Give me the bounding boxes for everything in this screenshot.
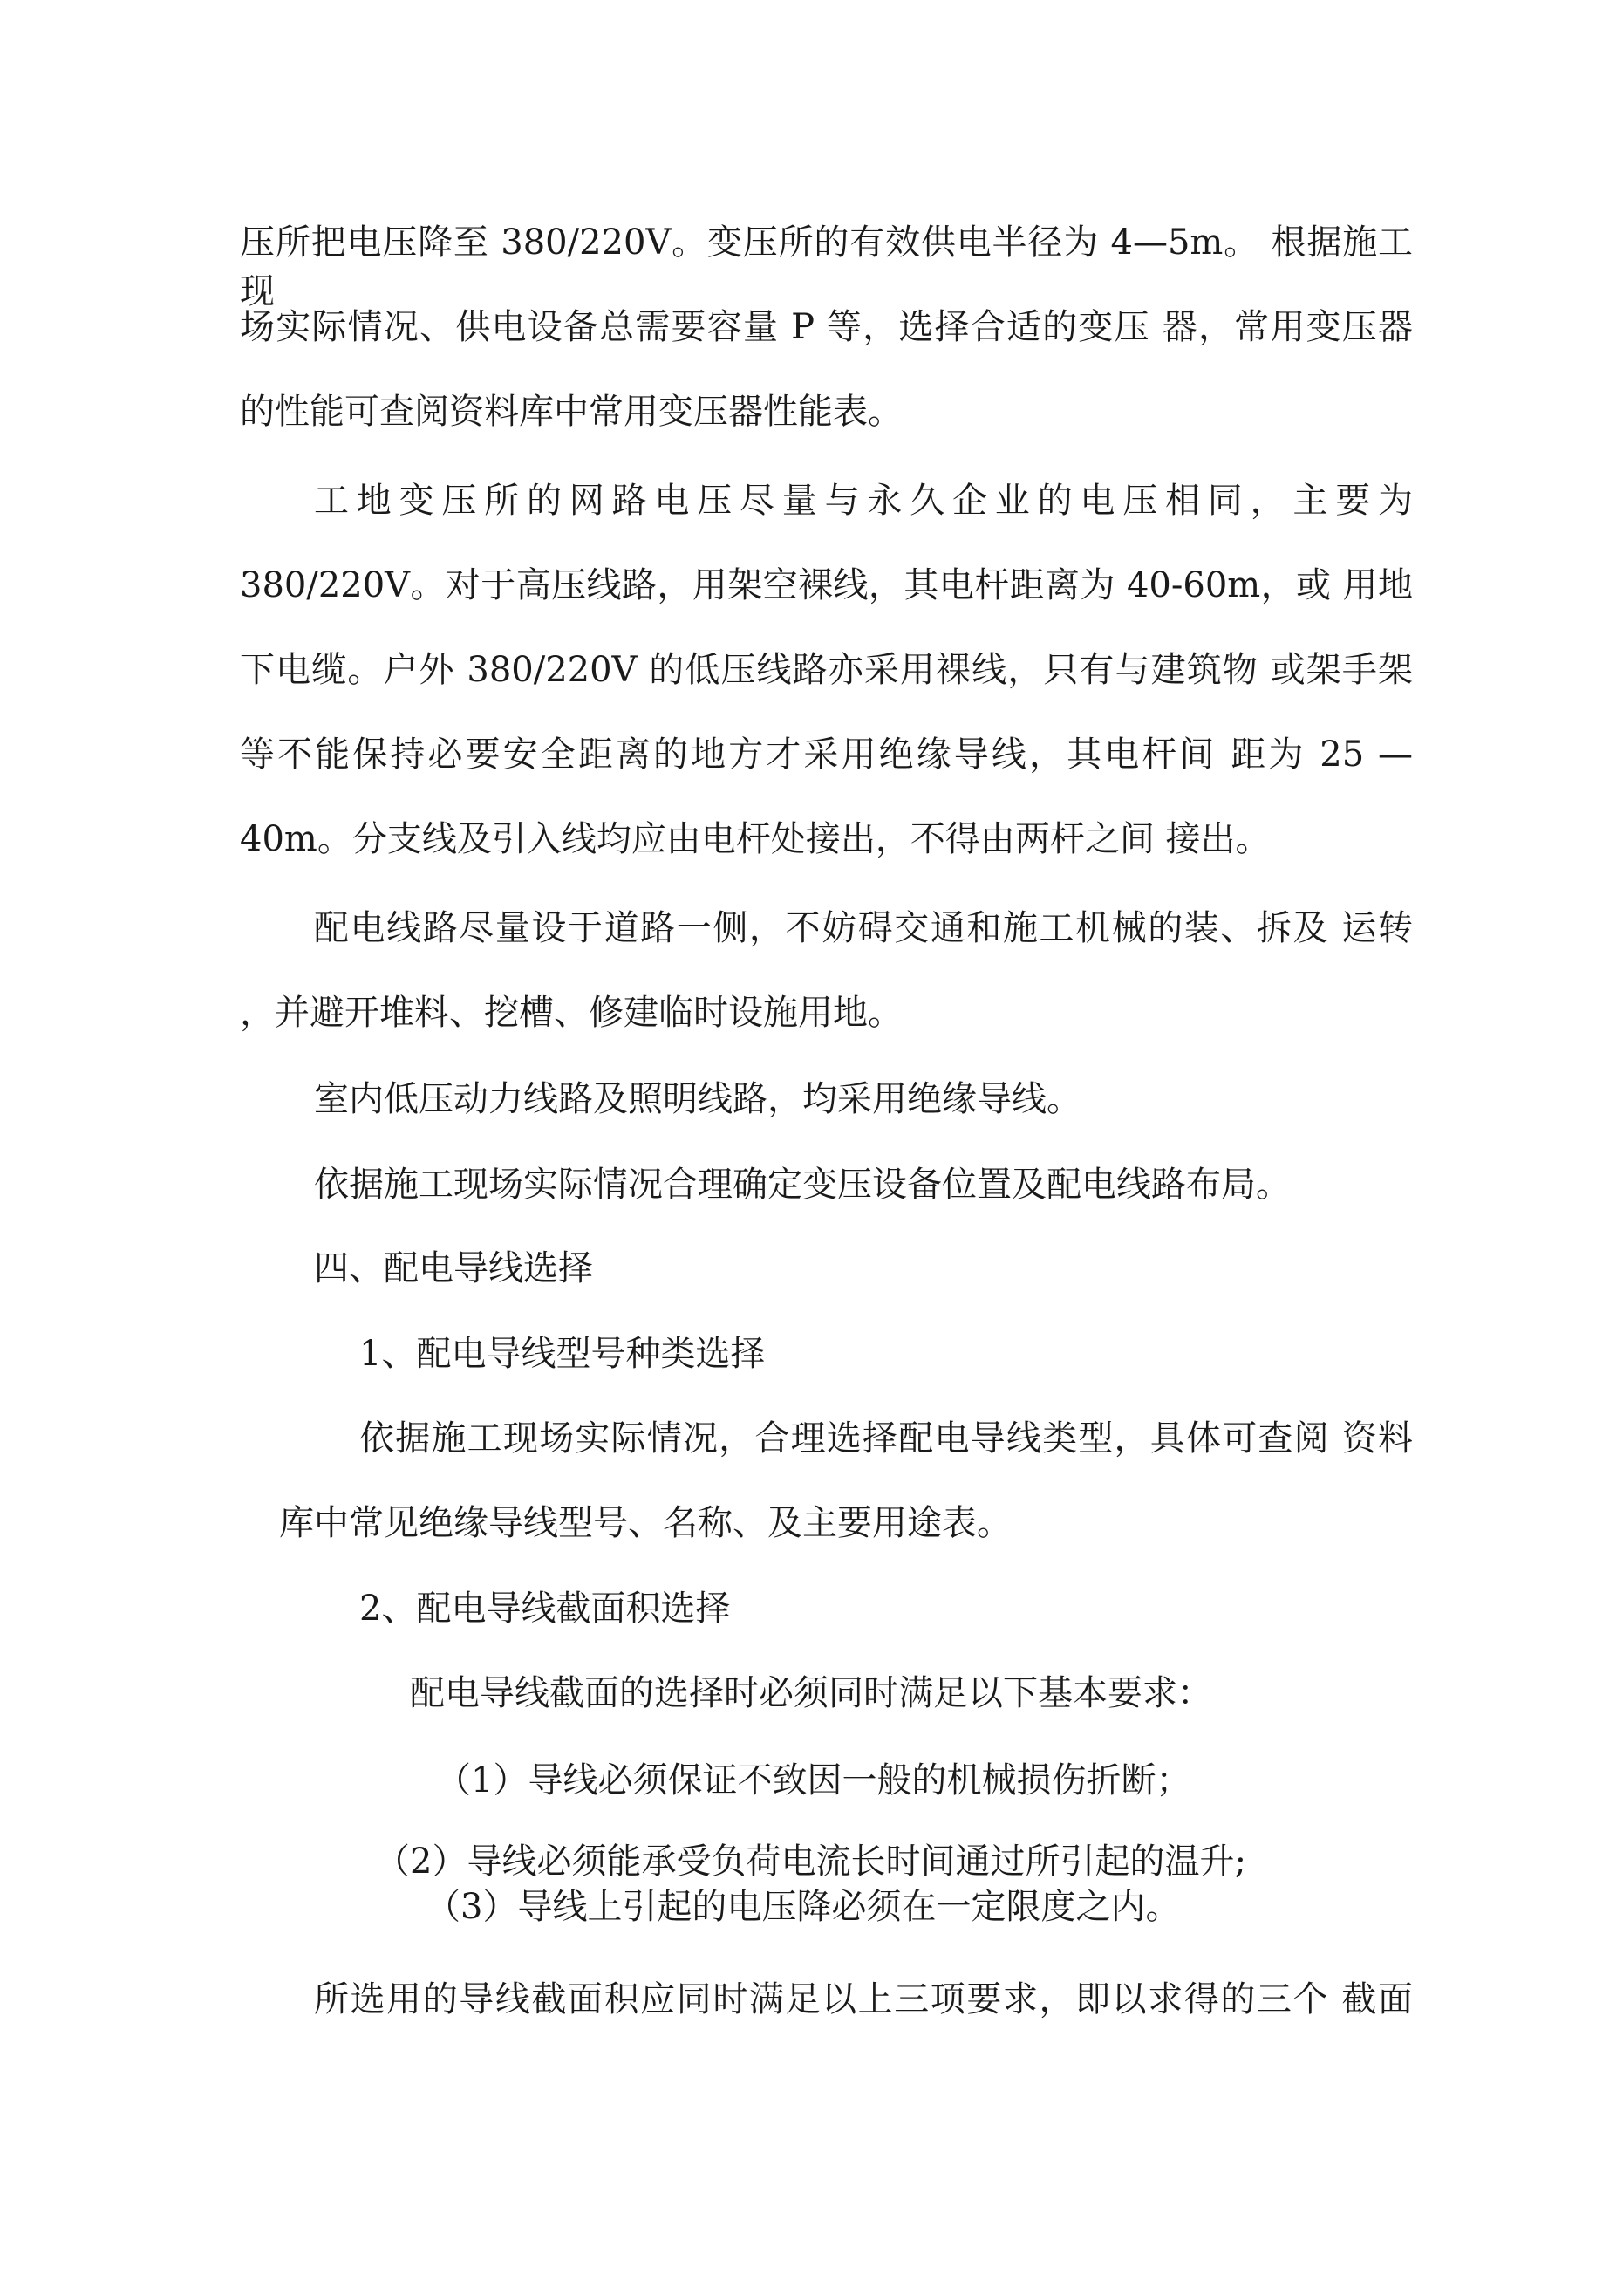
requirement-item-1: （1）导线必须保证不致因一般的机械损伤折断； bbox=[436, 1760, 1191, 1801]
paragraph-line-1: 压所把电压降至 380/220V。变压所的有效供电半径为 4—5m。 根据施工现 bbox=[240, 222, 1413, 311]
subsection-heading-2: 2、配电导线截面积选择 bbox=[359, 1589, 731, 1629]
paragraph-line-7: 等不能保持必要安全距离的地方才采用绝缘导线，其电杆间 距为 25 — bbox=[240, 735, 1413, 775]
paragraph-line-3: 的性能可查阅资料库中常用变压器性能表。 bbox=[240, 392, 903, 432]
subsection-heading-1: 1、配电导线型号种类选择 bbox=[359, 1334, 766, 1374]
section-heading-4: 四、配电导线选择 bbox=[314, 1248, 593, 1288]
requirement-item-3: （3）导线上引起的电压降必须在一定限度之内。 bbox=[426, 1887, 1181, 1927]
paragraph-line-15: 配电导线截面的选择时必须同时满足以下基本要求： bbox=[410, 1673, 1212, 1713]
paragraph-line-5: 380/220V。对于高压线路，用架空裸线，其电杆距离为 40-60m，或 用地 bbox=[240, 565, 1413, 605]
paragraph-line-8: 40m。分支线及引入线均应由电杆处接出，不得由两杆之间 接出。 bbox=[240, 819, 1271, 859]
paragraph-line-2: 场实际情况、供电设备总需要容量 P 等，选择合适的变压 器，常用变压器 bbox=[240, 307, 1413, 347]
paragraph-line-12: 依据施工现场实际情况合理确定变压设备位置及配电线路布局。 bbox=[314, 1165, 1291, 1205]
paragraph-line-9: 配电线路尽量设于道路一侧，不妨碍交通和施工机械的装、拆及 运转 bbox=[314, 908, 1413, 948]
paragraph-line-10: ，并避开堆料、挖槽、修建临时设施用地。 bbox=[240, 993, 903, 1033]
paragraph-line-16: 所选用的导线截面积应同时满足以上三项要求，即以求得的三个 截面 bbox=[314, 1979, 1413, 2019]
paragraph-line-11: 室内低压动力线路及照明线路，均采用绝缘导线。 bbox=[314, 1079, 1081, 1119]
paragraph-line-13: 依据施工现场实际情况，合理选择配电导线类型，具体可查阅 资料 bbox=[359, 1418, 1413, 1459]
paragraph-line-14: 库中常见绝缘导线型号、名称、及主要用途表。 bbox=[279, 1503, 1012, 1543]
paragraph-line-6: 下电缆。户外 380/220V 的低压线路亦采用裸线，只有与建筑物 或架手架 bbox=[240, 650, 1413, 690]
paragraph-line-4: 工地变压所的网路电压尽量与永久企业的电压相同，主要为 bbox=[314, 481, 1413, 521]
requirement-item-2: （2）导线必须能承受负荷电流长时间通过所引起的温升; bbox=[375, 1842, 1246, 1882]
